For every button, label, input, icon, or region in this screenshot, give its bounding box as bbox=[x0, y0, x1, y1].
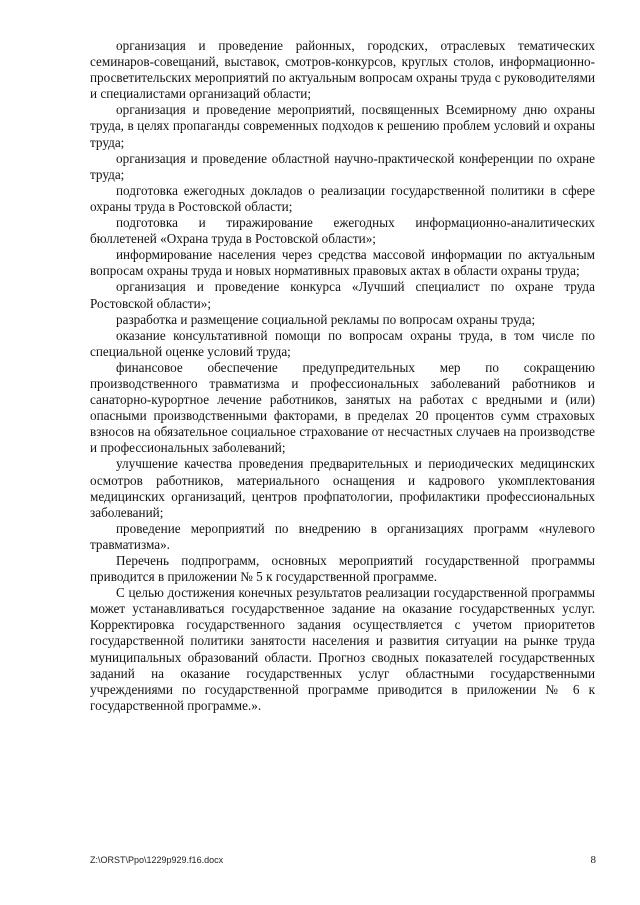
paragraph: подготовка и тиражирование ежегодных информационно-аналитических бюллетеней «Охрана труда в Ростовской области»; bbox=[90, 215, 595, 247]
paragraph: С целью достижения конечных результатов реализации государственной программы может устанавливаться государственное задание на оказание государственных услуг. Корректировка государственного задания осуществляется с учетом приоритетов государственной политики занятости населения и развития ситуации на рынке труда муниципальных образований области. Прогноз сводных показателей государственных заданий на оказание государственных услуг областными государственными учреждениями по государственной программе приводится в приложении № 6 к государственной программе.». bbox=[90, 585, 595, 713]
footer-file-path: Z:\ORST\Ppo\1229p929.f16.docx bbox=[90, 855, 224, 865]
paragraph: организация и проведение областной научно-практической конференции по охране труда; bbox=[90, 150, 595, 182]
paragraph: проведение мероприятий по внедрению в организациях программ «нулевого травматизма». bbox=[90, 520, 595, 552]
paragraph: улучшение качества проведения предварительных и периодических медицинских осмотров работников, материального оснащения и кадрового укомплектования медицинских организаций, центров профпатологии, профилактики профессиональных заболеваний; bbox=[90, 456, 595, 520]
paragraph: организация и проведение районных, городских, отраслевых тематических семинаров-совещаний, выставок, смотров-конкурсов, круглых столов, информационно-просветительских мероприятий по актуальным вопросам охраны труда с руководителями и специалистами организаций области; bbox=[90, 38, 595, 102]
paragraph: организация и проведение конкурса «Лучший специалист по охране труда Ростовской области»; bbox=[90, 279, 595, 311]
paragraph: оказание консультативной помощи по вопросам охраны труда, в том числе по специальной оценке условий труда; bbox=[90, 327, 595, 359]
paragraph: организация и проведение мероприятий, посвященных Всемирному дню охраны труда, в целях пропаганды современных подходов к решению проблем условий и охраны труда; bbox=[90, 102, 595, 150]
document-body bbox=[90, 38, 595, 714]
paragraph: подготовка ежегодных докладов о реализации государственной политики в сфере охраны труда в Ростовской области; bbox=[90, 182, 595, 214]
paragraph: Перечень подпрограмм, основных мероприятий государственной программы приводится в приложении № 5 к государственной программе. bbox=[90, 553, 595, 585]
page-number: 8 bbox=[590, 854, 596, 866]
paragraph: информирование населения через средства массовой информации по актуальным вопросам охраны труда и новых нормативных правовых актах в области охраны труда; bbox=[90, 247, 595, 279]
paragraph: финансовое обеспечение предупредительных мер по сокращению производственного травматизма и профессиональных заболеваний работников и санаторно-курортное лечение работников, занятых на работах с вредными и (или) опасными производственными факторами, в пределах 20 процентов сумм страховых взносов на обязательное социальное страхование от несчастных случаев на производстве и профессиональных заболеваний; bbox=[90, 359, 595, 456]
paragraph: разработка и размещение социальной рекламы по вопросам охраны труда; bbox=[116, 311, 536, 327]
